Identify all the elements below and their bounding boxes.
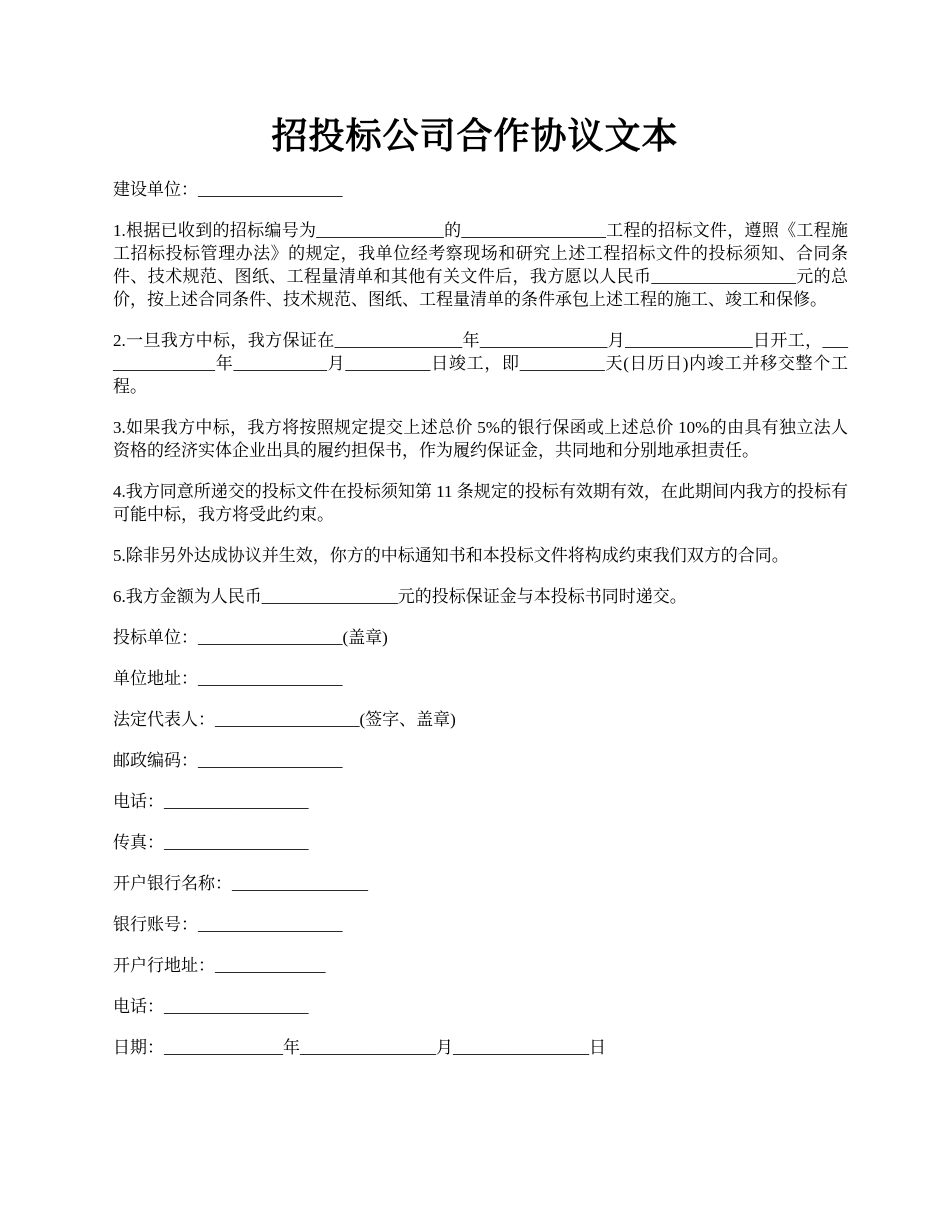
clause-5: 5.除非另外达成协议并生效，你方的中标通知书和本投标文件将构成约束我们双方的合同。 xyxy=(113,546,789,565)
phone-field: 电话：_________________ xyxy=(113,792,309,811)
bank-name-field: 开户银行名称：________________ xyxy=(113,874,368,893)
fax-field: 传真：_________________ xyxy=(113,833,309,852)
legal-representative-field: 法定代表人：_________________(签字、盖章) xyxy=(113,710,456,729)
bank-address-field: 开户行地址：_____________ xyxy=(113,956,326,975)
date-field: 日期：______________年________________月________________日 xyxy=(113,1038,606,1057)
clause-4: 4.我方同意所递交的投标文件在投标须知第 11 条规定的投标有效期有效，在此期间内我方的投标有可能中标，我方将受此约束。 xyxy=(113,482,848,524)
builder-unit-line: 建设单位：_________________ xyxy=(113,180,343,199)
bank-phone-field: 电话：_________________ xyxy=(113,997,309,1016)
postal-code-field: 邮政编码：_________________ xyxy=(113,751,343,770)
document-title: 招投标公司合作协议文本 xyxy=(271,116,679,156)
unit-address-field: 单位地址：_________________ xyxy=(113,669,343,688)
clause-2: 2.一旦我方中标，我方保证在_______________年_______________月_______________日开工，_______________年___________月__________日竣工，即__________天(日历日)内竣工并移交整个工程。 xyxy=(113,331,848,396)
clause-6: 6.我方金额为人民币________________元的投标保证金与本投标书同时递交。 xyxy=(113,587,687,606)
document-body xyxy=(113,178,848,1077)
clause-1: 1.根据已收到的招标编号为_______________的_________________工程的招标文件，遵照《工程施工招标投标管理办法》的规定，我单位经考察现场和研究上述工程招标文件的投标须知、合同条件、技术规范、图纸、工程量清单和其他有关文件后，我方愿以人民币_________________元的总价，按上述合同条件、技术规范、图纸、工程量清单的条件承包上述工程的施工、竣工和保修。 xyxy=(113,221,848,309)
bank-account-field: 银行账号：_________________ xyxy=(113,915,343,934)
clause-3: 3.如果我方中标，我方将按照规定提交上述总价 5%的银行保函或上述总价 10%的由具有独立法人资格的经济实体企业出具的履约担保书，作为履约保证金，共同地和分别地承担责任。 xyxy=(113,418,848,460)
bidder-unit-field: 投标单位：_________________(盖章) xyxy=(113,628,388,647)
